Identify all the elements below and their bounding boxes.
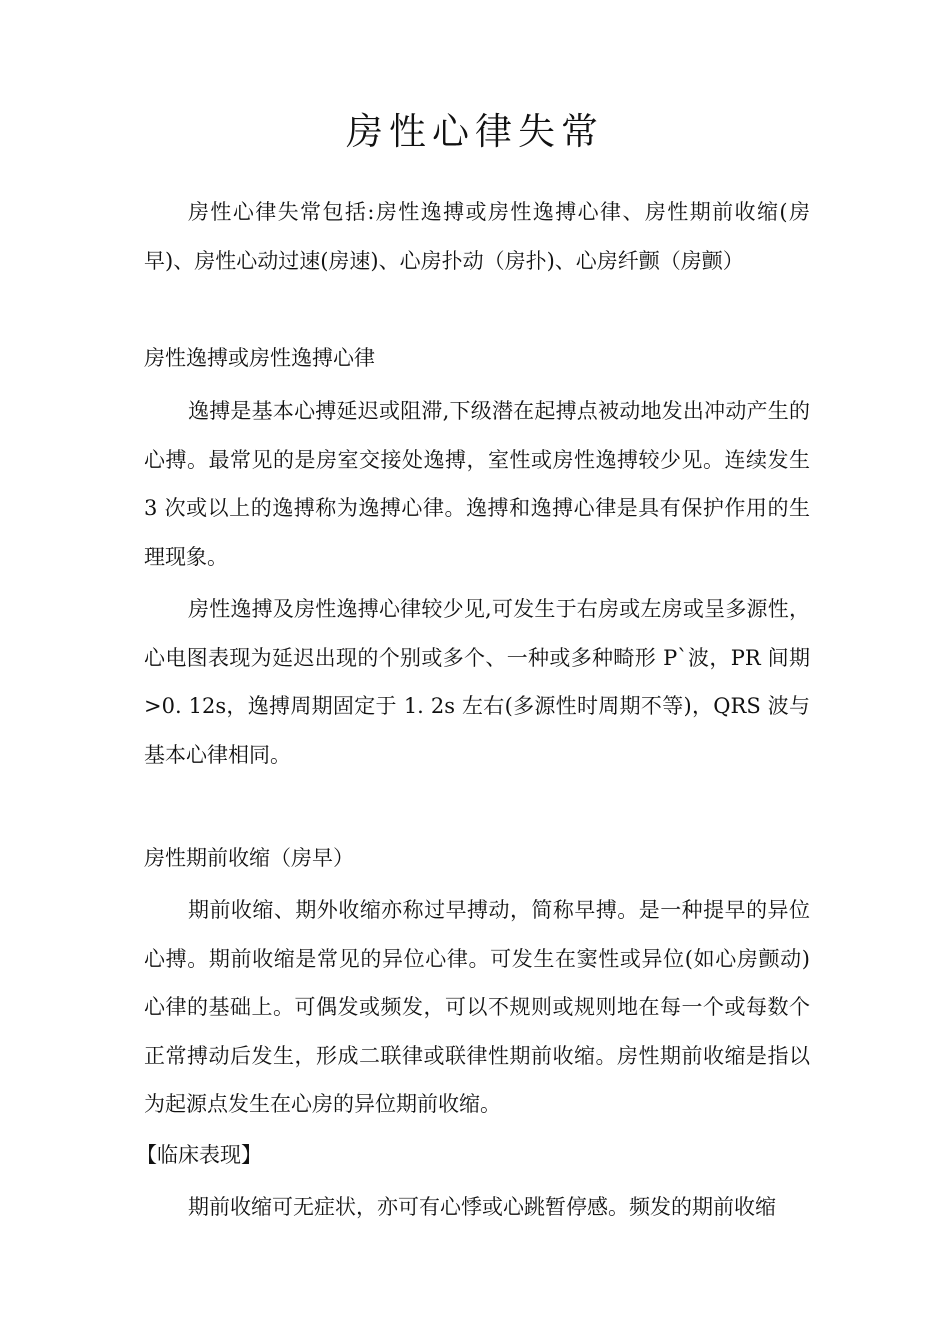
clinical-manifestation-paragraph: 期前收缩可无症状，亦可有心悸或心跳暂停感。频发的期前收缩 [188,1195,776,1219]
section-heading-premature-contraction: 房性期前收缩（房早） [144,846,354,870]
atrial-escape-ecg-paragraph: 房性逸搏及房性逸搏心律较少见,可发生于右房或左房或呈多源性，心电图表现为延迟出现的个别或多个、一种或多种畸形 P`波，PR 间期>0. 12s，逸搏周期固定于 1. 2s 左右(多源性时周期不等)，QRS 波与基本心律相同。 [144,597,810,767]
section-heading-atrial-escape: 房性逸搏或房性逸搏心律 [144,346,375,370]
escape-beat-paragraph: 逸搏是基本心搏延迟或阻滞,下级潜在起搏点被动地发出冲动产生的心搏。最常见的是房室交接处逸搏，室性或房性逸搏较少见。连续发生 3 次或以上的逸搏称为逸搏心律。逸搏和逸搏心律是具有保护作用的生理现象。 [144,399,810,569]
intro-paragraph: 房性心律失常包括:房性逸搏或房性逸搏心律、房性期前收缩(房早)、房性心动过速(房速)、心房扑动（房扑)、心房纤颤（房颤） [144,200,810,273]
premature-contraction-paragraph: 期前收缩、期外收缩亦称过早搏动，简称早搏。是一种提早的异位心搏。期前收缩是常见的异位心律。可发生在窦性或异位(如心房颤动)心律的基础上。可偶发或频发，可以不规则或规则地在每一个或每数个正常搏动后发生，形成二联律或联律性期前收缩。房性期前收缩是指以为起源点发生在心房的异位期前收缩。 [144,898,810,1116]
clinical-manifestation-heading: 【临床表现】 [136,1143,262,1167]
document-title: 房性心律失常 [346,110,604,153]
